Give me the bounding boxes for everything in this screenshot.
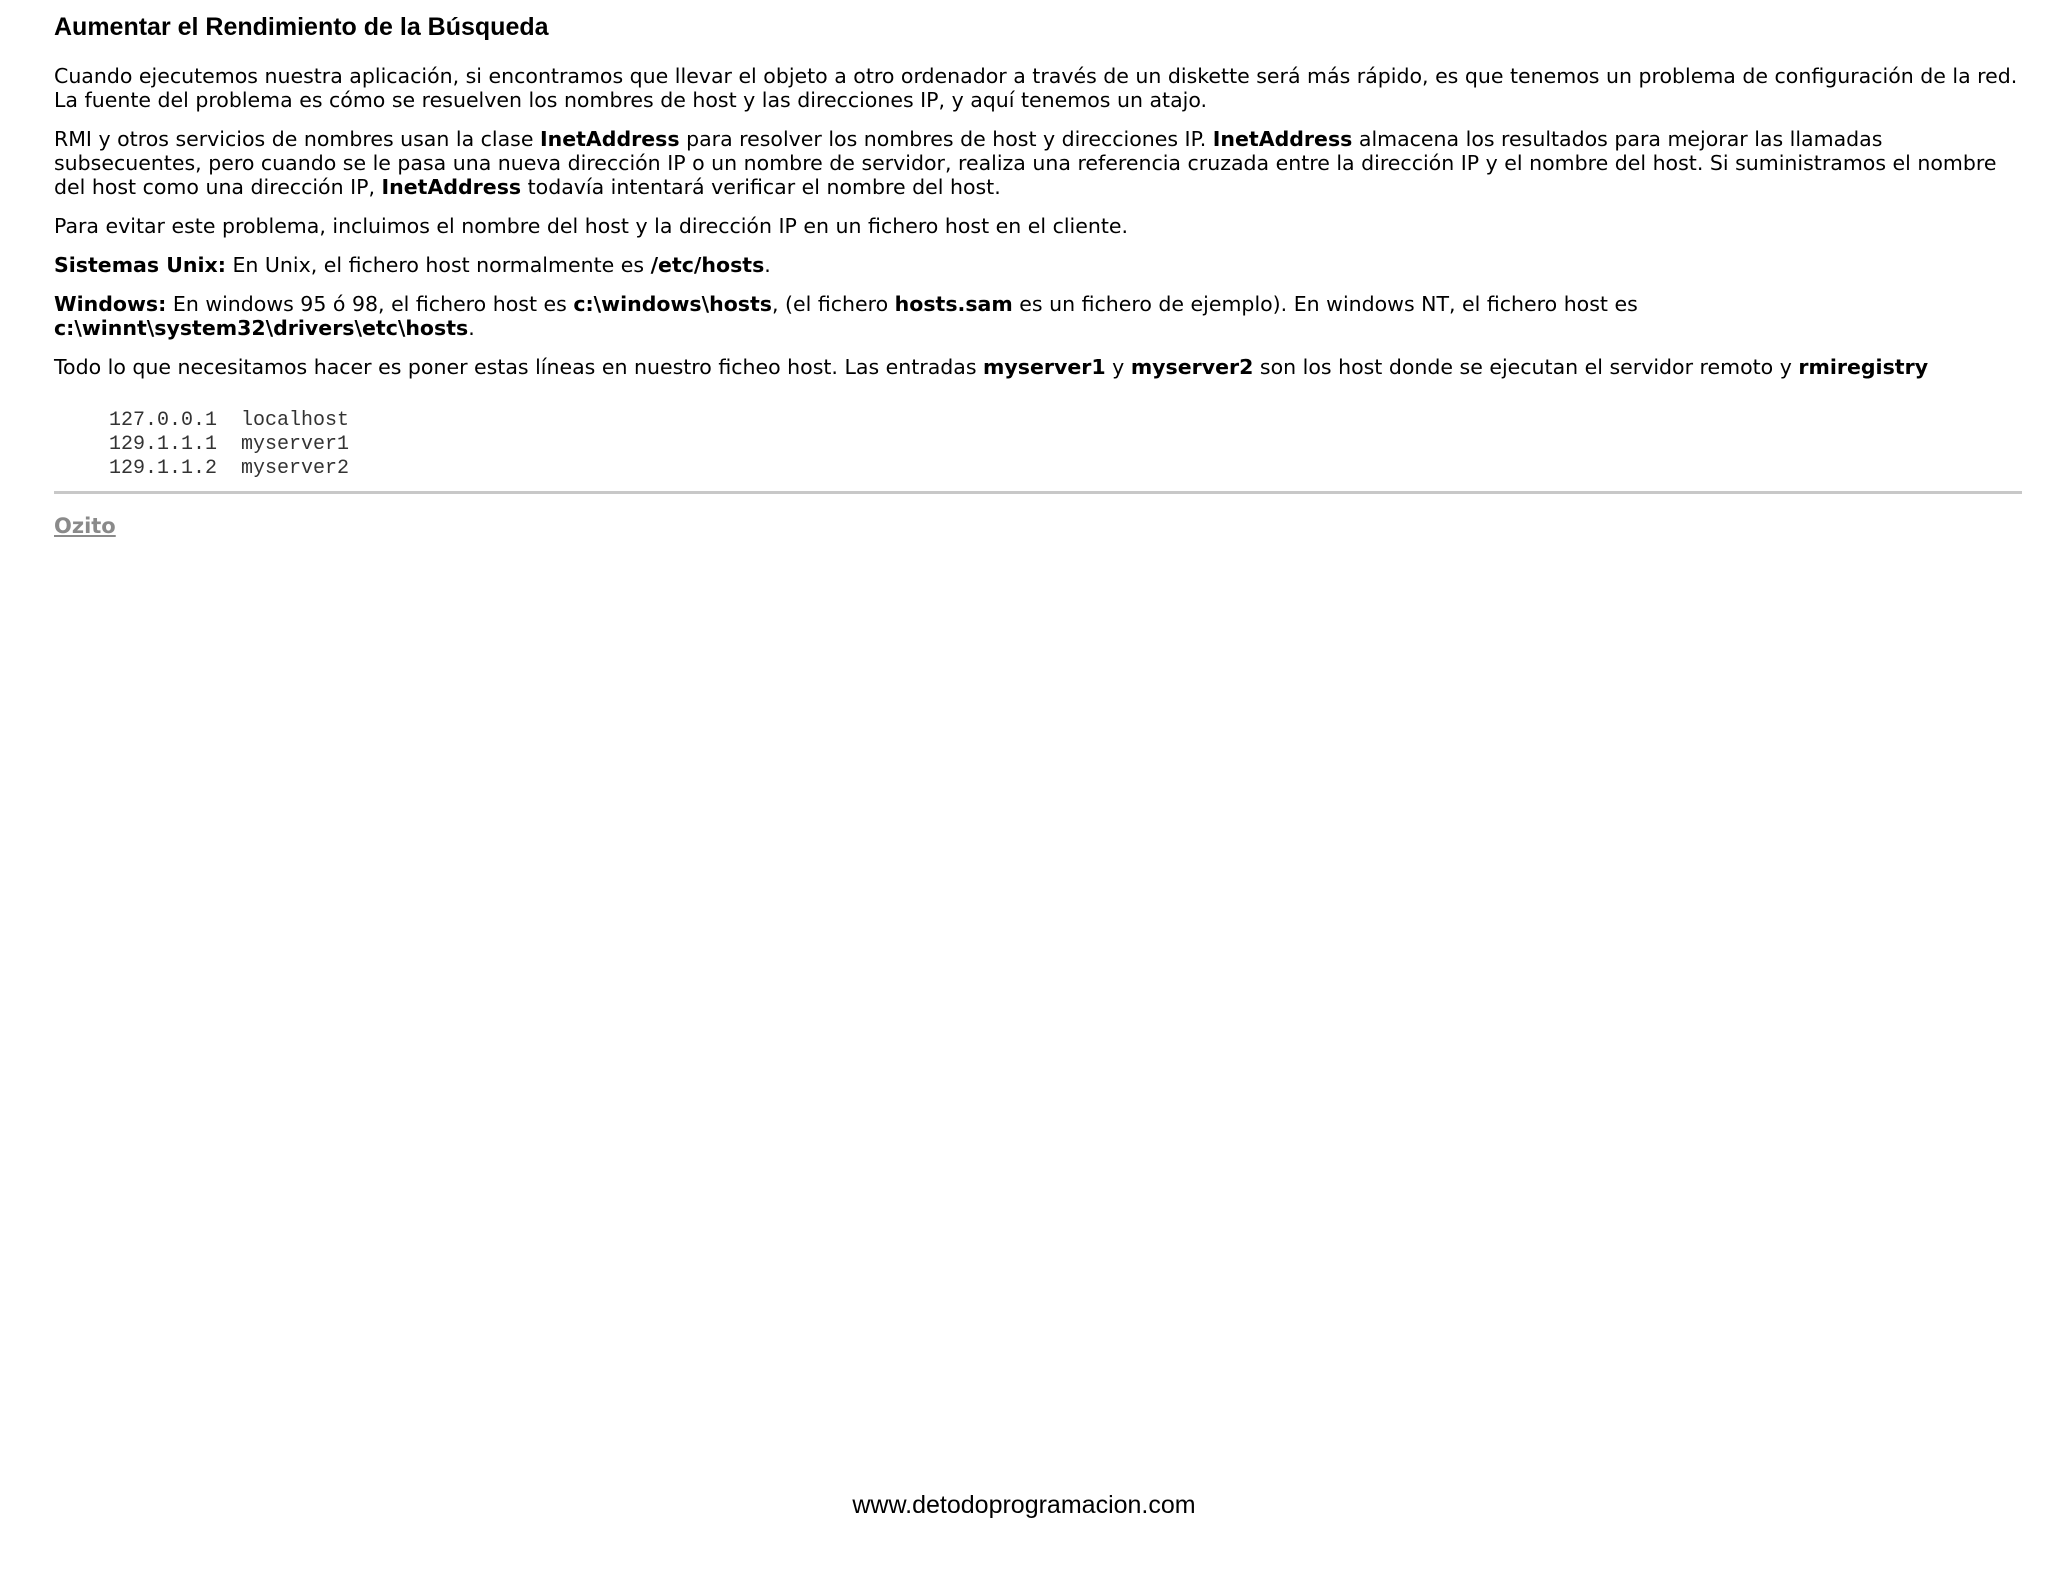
winnt-hosts-path: c:\winnt\system32\drivers\etc\hosts — [54, 316, 469, 340]
text-span: . — [764, 253, 771, 277]
unix-hosts-path: /etc/hosts — [650, 253, 765, 277]
text-span: todavía intentará verificar el nombre del host. — [521, 175, 1001, 199]
entries-paragraph — [54, 355, 2022, 379]
ozito-link[interactable]: Ozito — [54, 514, 116, 538]
intro-paragraph: Cuando ejecutemos nuestra aplicación, si encontramos que llevar el objeto a otro ordenador a través de un diskette será más rápido, es que tenemos un problema de configuración de la red. La fuente del problema es cómo se resuelven los nombres de host y las direcciones IP, y aquí tenemos un atajo. — [54, 64, 2018, 112]
hosts-sam-file: hosts.sam — [894, 292, 1013, 316]
text-span: Todo lo que necesitamos hacer es poner estas líneas en nuestro ficheo host. Las entradas — [54, 355, 984, 379]
windows-paragraph — [54, 292, 2022, 340]
text-span: y — [1105, 355, 1131, 379]
site-watermark: www.detodoprogramacion.com — [852, 1491, 1196, 1519]
text-span: , (el fichero — [771, 292, 895, 316]
class-name-inetaddress: InetAddress — [1212, 127, 1353, 151]
text-span: En windows 95 ó 98, el fichero host es — [166, 292, 574, 316]
inetaddress-paragraph — [54, 127, 2022, 199]
class-name-inetaddress: InetAddress — [540, 127, 680, 151]
text-span: son los host donde se ejecutan el servidor remoto y — [1253, 355, 1799, 379]
hosts-code-block: 127.0.0.1 localhost 129.1.1.1 myserver1 129.1.1.2 myserver2 — [109, 409, 350, 480]
myserver1-name: myserver1 — [983, 355, 1106, 379]
text-span: . — [468, 316, 475, 340]
unix-label: Sistemas Unix: — [54, 253, 226, 277]
windows-hosts-path: c:\windows\hosts — [573, 292, 772, 316]
divider — [54, 491, 2022, 494]
text-span: almacena los resultados para mejorar las llamadas subsecuentes, pero cuando se le pasa una nueva dirección IP o un nombre de servidor, realiza una referencia cruzada entre la dirección IP y el nombre del host. Si suministramos el nombre del host como una dirección IP, — [54, 127, 1997, 199]
text-span: En Unix, el fichero host normalmente es — [225, 253, 651, 277]
text-span: es un fichero de ejemplo). En windows NT, el fichero host es — [1012, 292, 1638, 316]
document-body — [54, 10, 2022, 538]
rmiregistry-name: rmiregistry — [1798, 355, 1929, 379]
myserver2-name: myserver2 — [1130, 355, 1254, 379]
text-span: RMI y otros servicios de nombres usan la clase — [54, 127, 540, 151]
page-title: Aumentar el Rendimiento de la Búsqueda — [54, 13, 549, 41]
class-name-inetaddress: InetAddress — [381, 175, 522, 199]
windows-label: Windows: — [54, 292, 167, 316]
unix-paragraph — [54, 253, 2022, 277]
text-span: para resolver los nombres de host y direcciones IP. — [679, 127, 1213, 151]
hosts-file-paragraph: Para evitar este problema, incluimos el nombre del host y la dirección IP en un fichero host en el cliente. — [54, 214, 1129, 238]
